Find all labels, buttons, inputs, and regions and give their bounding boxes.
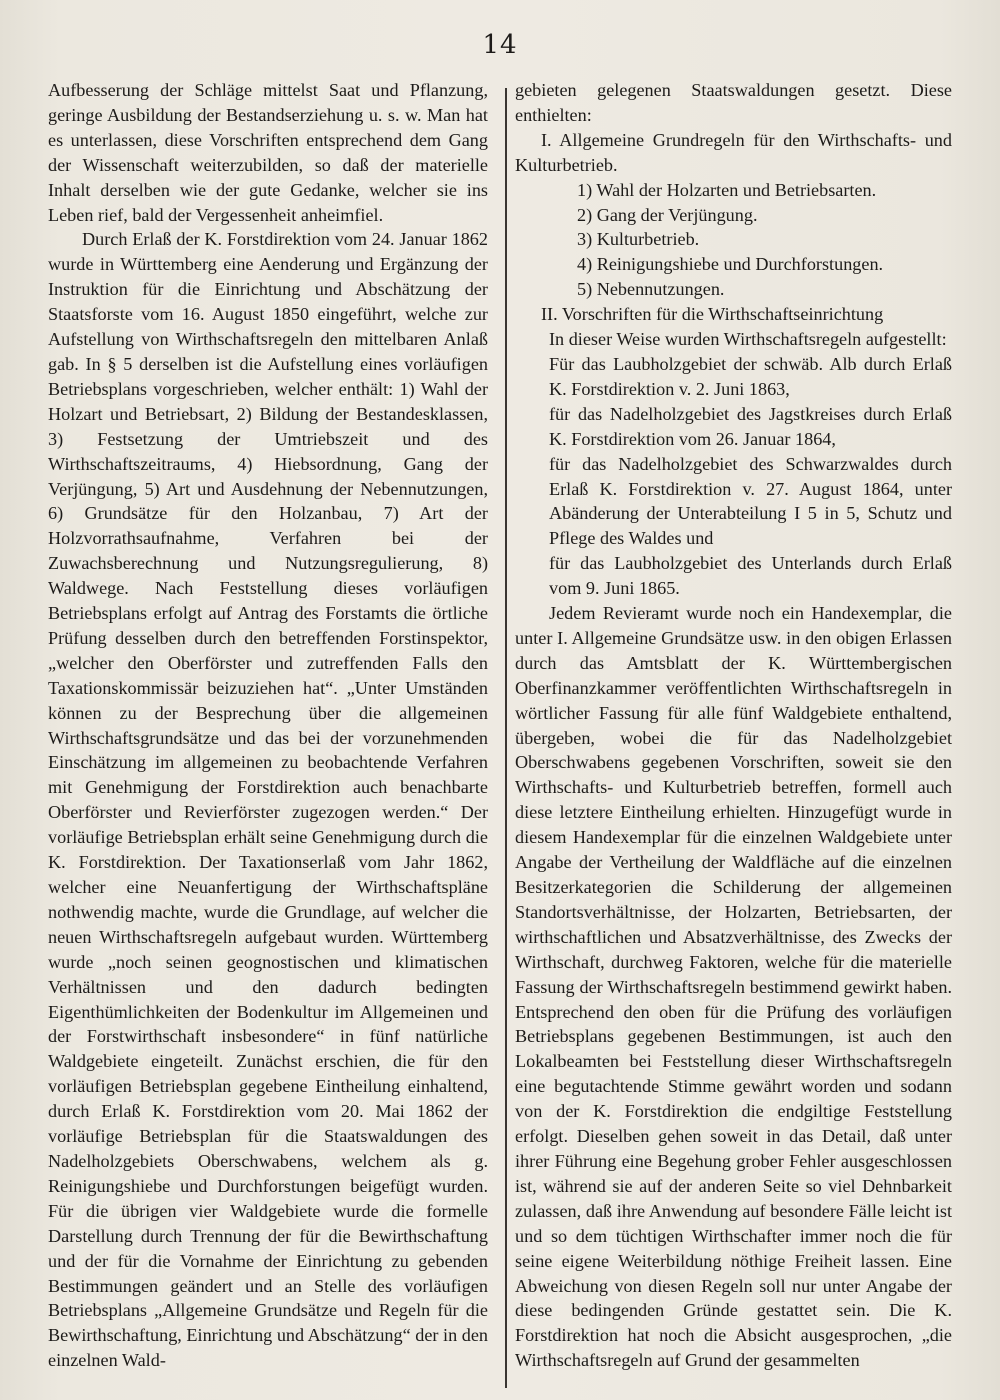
paragraph: In dieser Weise wurden Wirthschaftsregeln aufgestellt: <box>549 329 947 350</box>
list-item: 2) Gang der Verjüngung. <box>577 204 758 225</box>
list-item: 3) Kulturbetrieb. <box>577 229 700 250</box>
decree-item: für das Nadelholzgebiet des Schwarzwaldes durch Erlaß K. Forstdirektion v. 27. August 1864, unter Abänderung der Unterabteilung I 5 in 5, Schutz und Pflege des Waldes und <box>549 453 952 549</box>
left-column <box>48 78 488 1373</box>
decree-item: Für das Laubholzgebiet der schwäb. Alb durch Erlaß K. Forstdirektion v. 2. Juni 1863, <box>549 353 952 399</box>
paragraph: Durch Erlaß der K. Forstdirektion vom 24. Januar 1862 wurde in Württemberg eine Aenderung und Ergänzung der Instruktion für die Einrichtung und Abschätzung der Staatsforste vom 16. August 1850 eingeführt, welche zur Aufstellung von Wirthschaftsregeln den mittelbaren Anlaß gab. In § 5 derselben ist die Aufstellung eines vorläufigen Betriebsplans vorgeschrieben, welcher enthält: 1) Wahl der Holzart und Betriebsart, 2) Bildung der Bestandesklassen, 3) Festsetzung der Umtriebszeit und des Wirthschaftszeitraums, 4) Hiebsordnung, Gang der Verjüngung, 5) Art und Ausdehnung der Nebennutzungen, 6) Grundsätze für den Holzanbau, 7) Art der Holzvorrathsaufnahme, Verfahren bei der Zuwachsberechnung und Nutzungsregulierung, 8) Waldwege. Nach Feststellung dieses vorläufigen Betriebsplans erfolgt auf Antrag des Forstamts die örtliche Prüfung desselben durch den betreffenden Forstinspektor, „welcher den Oberförster und zutreffenden Falls den Taxationskommissär beizuziehen hat“. „Unter Umständen können zu der Besprechung über die allgemeinen Wirthschaftsgrundsätze und das bei der vorzunehmenden Einschätzung im allgemeinen zu beobachtende Verfahren mit Genehmigung der Forstdirektion auch benachbarte Oberförster und Revierförster zugezogen werden.“ Der vorläufige Betriebsplan erhält seine Genehmigung durch die K. Forstdirektion. Der Taxationserlaß vom Jahr 1862, welcher eine Neuanfertigung der Wirthschaftspläne nothwendig machte, wurde die Grundlage, auf welcher die neuen Wirthschaftsregeln aufgebaut wurden. Württemberg wurde „noch seinen geognostischen und klimatischen Verhältnissen und den dadurch bedingten Eigenthümlichkeiten der Bodenkultur im Allgemeinen und der Forstwirthschaft insbesondere“ in fünf natürliche Waldgebiete eingeteilt. Zunächst erschien, die für den vorläufigen Betriebsplan gegebene Eintheilung einhaltend, durch Erlaß K. Forstdirektion vom 20. Mai 1862 der vorläufige Betriebsplan für die Staatswaldungen des Nadelholzgebiets Oberschwabens, welchem als g. Reinigungshiebe und Durchforstungen beigefügt wurden. Für die übrigen vier Waldgebiete wurde die formelle Darstellung durch Trennung der für die Bewirthschaftung und der für die Vornahme der Einrichtung zu gebenden Bestimmungen geändert und an Stelle des vorläufigen Betriebsplans „Allgemeine Grundsätze und Regeln für die Bewirthschaftung, Einrichtung und Abschätzung“ der in den einzelnen Wald- <box>48 229 488 1371</box>
paragraph: gebieten gelegenen Staatswaldungen gesetzt. Diese enthielten: <box>515 80 952 125</box>
right-column <box>515 78 952 1373</box>
decree-item: für das Laubholzgebiet des Unterlands durch Erlaß vom 9. Juni 1865. <box>549 553 952 599</box>
list-item: 1) Wahl der Holzarten und Betriebsarten. <box>577 179 877 200</box>
paragraph: Jedem Revieramt wurde noch ein Handexemplar, die unter I. Allgemeine Grundsätze usw. in den obigen Erlassen durch das Amtsblatt der K. Württembergischen Oberfinanzkammer veröffentlichten Wirthschaftsregeln in wörtlicher Fassung für alle fünf Waldgebiete enthaltend, übergeben, wobei die für das Nadelholzgebiet Oberschwabens gegebenen Vorschriften, soweit sie den Wirthschafts- und Kulturbetrieb betreffen, formell auch diese letztere Eintheilung erhielten. Hinzugefügt wurde in diesem Handexemplar für die einzelnen Waldgebiete unter Angabe der Vertheilung der Waldfläche auf die einzelnen Besitzerkategorien die Schilderung der allgemeinen Standortsverhältnisse, der Holzarten, Betriebsarten, der wirthschaftlichen und Absatzverhältnisse, des Zwecks der Wirthschaft, durchweg Faktoren, welche für die materielle Fassung der Wirthschaftsregeln bestimmend gewirkt haben. Entsprechend den oben für die Prüfung des vorläufigen Betriebsplans gegebenen Bestimmungen, ist auch den Lokalbeamten bei Feststellung dieser Wirthschaftsregeln eine begutachtende Stimme gewährt worden und sodann von der K. Forstdirektion die endgiltige Feststellung erfolgt. Dieselben gehen soweit in das Detail, daß unter ihrer Führung eine Begehung grober Fehler ausgeschlossen ist, während sie auf der anderen Seite so viel Dehnbarkeit zulassen, daß ihre Anwendung auf besondere Fälle leicht ist und so dem tüchtigen Wirthschafter immer noch die für seine eigene Weiterbildung nöthige Freiheit lassen. Eine Abweichung von diesen Regeln soll nur unter Angabe der diese bedingenden Gründe gestattet sein. Die K. Forstdirektion hat noch die Absicht ausgesprochen, „die Wirthschaftsregeln auf Grund der gesammelten <box>515 603 952 1371</box>
paragraph: Aufbesserung der Schläge mittelst Saat und Pflanzung, geringe Ausbildung der Bestandserziehung u. s. w. Man hat es unterlassen, diese Vorschriften entsprechend dem Gang der Wissenschaft weiterzubilden, so daß der materielle Inhalt derselben wie der gute Gedanke, welcher sie ins Leben rief, bald der Vergessenheit anheimfiel. <box>48 80 488 225</box>
section-heading: II. Vorschriften für die Wirthschaftseinrichtung <box>541 304 884 325</box>
list-item: 4) Reinigungshiebe und Durchforstungen. <box>577 254 884 275</box>
list-item: 5) Nebennutzungen. <box>577 279 725 300</box>
section-heading: I. Allgemeine Grundregeln für den Wirthschafts- und Kulturbetrieb. <box>515 129 952 175</box>
decree-item: für das Nadelholzgebiet des Jagstkreises durch Erlaß K. Forstdirektion vom 26. Januar 1864, <box>549 403 952 449</box>
page-number: 14 <box>482 30 518 60</box>
column-divider <box>505 88 507 1388</box>
